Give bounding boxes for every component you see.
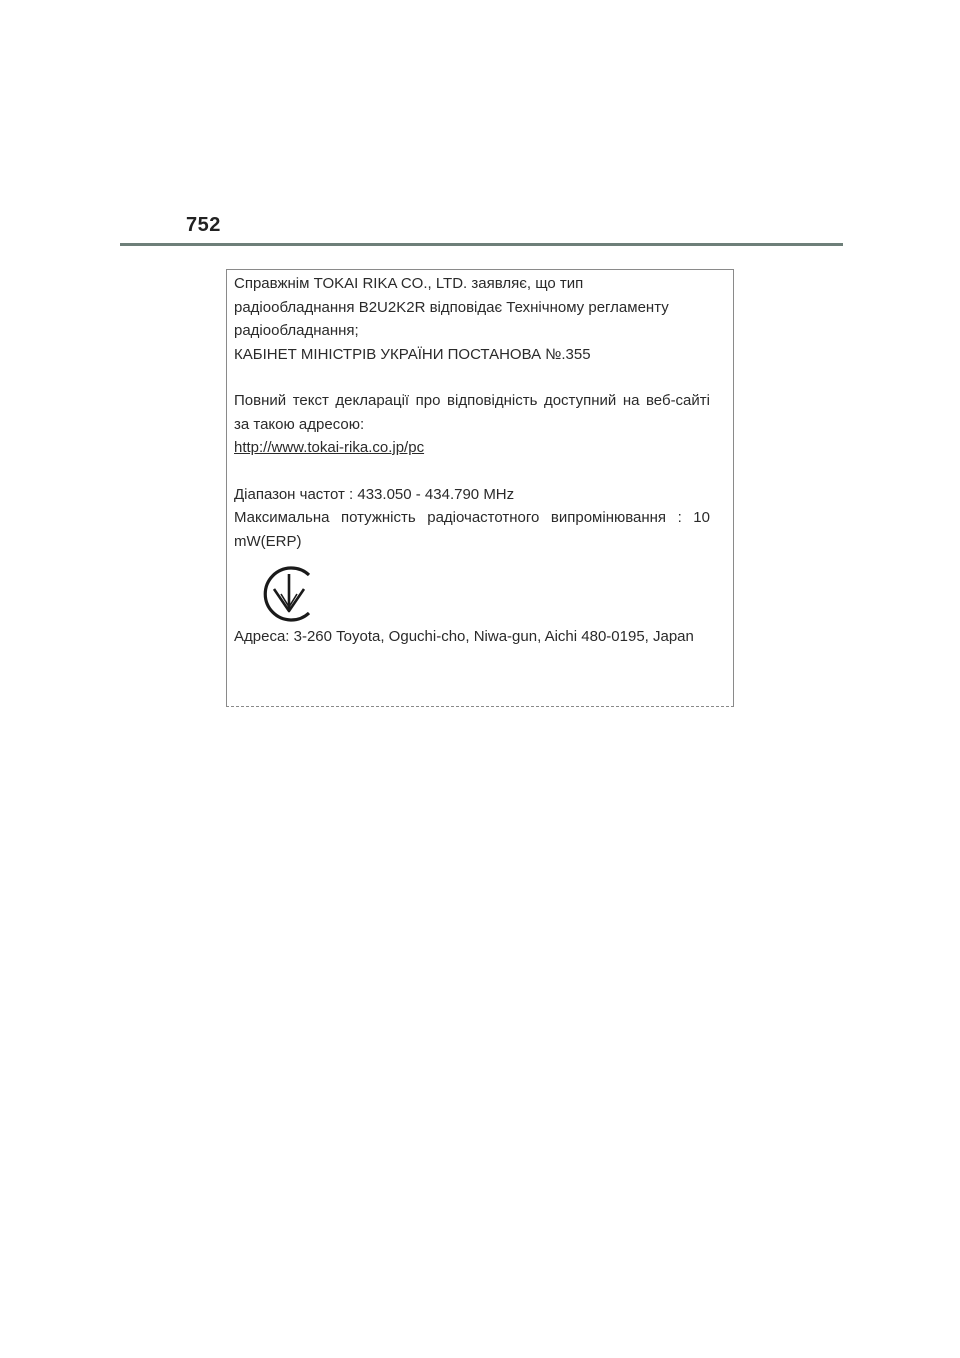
declaration-box (226, 269, 734, 707)
header-divider (120, 243, 843, 246)
page-number: 752 (186, 214, 221, 236)
spacer (234, 366, 710, 389)
manufacturer-address: Адреса: 3-260 Toyota, Oguchi-cho, Niwa-gun, Aichi 480-0195, Japan (234, 628, 694, 645)
declaration-content (234, 272, 710, 649)
declaration-line-2: радіообладнання B2U2K2R відповідає Технічному регламенту (234, 298, 669, 316)
frequency-range: Діапазон частот : 433.050 - 434.790 MHz (234, 485, 515, 503)
max-power: Максимальна потужність радіочастотного випромінювання : 10 mW(ERP) (234, 509, 710, 550)
full-text-intro: Повний текст декларації про відповідність доступний на веб-сайті за такою адресою: (234, 392, 710, 433)
declaration-resolution: КАБІНЕТ МІНІСТРІВ УКРАЇНИ ПОСТАНОВА №.355 (234, 345, 591, 363)
declaration-line-3: радіообладнання; (234, 322, 359, 339)
ukrainian-conformity-mark-icon (260, 565, 318, 623)
spacer (234, 460, 710, 483)
certification-mark-area (234, 555, 710, 625)
declaration-url-link[interactable]: http://www.tokai-rika.co.jp/pc (234, 439, 425, 456)
declaration-line-1: Справжнім TOKAI RIKA CO., LTD. заявляє, що тип (234, 275, 584, 292)
